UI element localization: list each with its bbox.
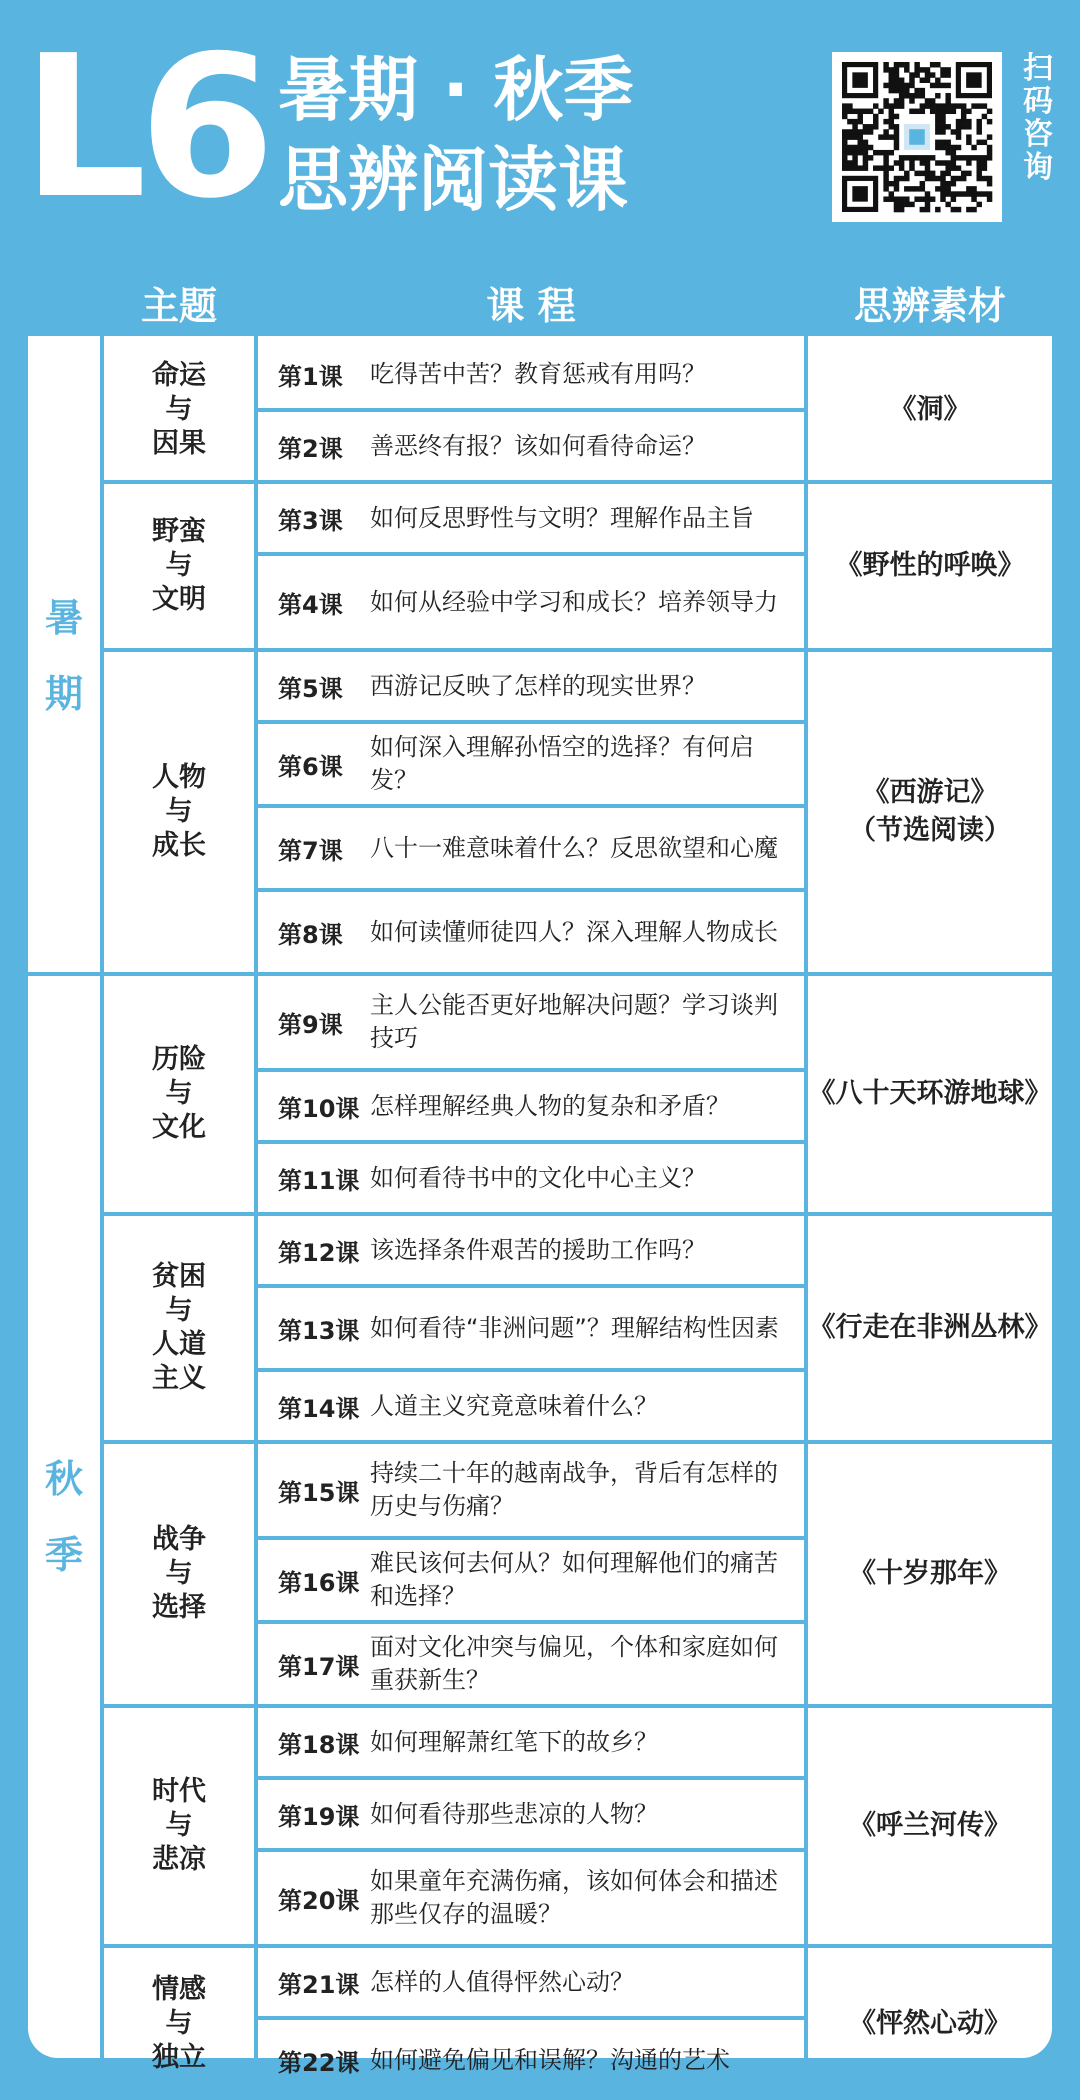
lesson-row xyxy=(258,808,804,888)
lesson-title: 如果童年充满伤痛，该如何体会和描述那些仅存的温暖？ xyxy=(370,1867,778,1928)
lesson-number: 第19课 xyxy=(278,1802,360,1831)
lesson-title: 吃得苦中苦？教育惩戒有用吗？ xyxy=(370,359,706,388)
lesson-number: 第13课 xyxy=(278,1316,360,1345)
lesson-number: 第5课 xyxy=(278,674,343,703)
header-corner xyxy=(28,268,100,336)
title-line-2: 思辨阅读课 xyxy=(278,139,628,221)
material-cell: 《洞》 xyxy=(889,394,971,425)
theme-cell: 野蛮 与 文明 xyxy=(152,516,206,615)
lesson-title: 如何看待“非洲问题”？理解结构性因素 xyxy=(370,1313,779,1342)
lesson-title: 如何看待那些悲凉的人物？ xyxy=(370,1799,658,1828)
lesson-title: 西游记反映了怎样的现实世界？ xyxy=(370,671,706,700)
lesson-number: 第1课 xyxy=(278,362,343,391)
lesson-number: 第11课 xyxy=(278,1166,360,1195)
material-cell: 《野性的呼唤》 xyxy=(835,550,1025,581)
season-char: 季 xyxy=(44,1533,83,1577)
season-char: 暑 xyxy=(44,596,83,640)
lesson-title: 面对文化冲突与偏见，个体和家庭如何重获新生？ xyxy=(370,1633,778,1694)
lesson-row xyxy=(258,1780,804,1848)
lesson-row xyxy=(258,340,804,408)
lesson-number: 第10课 xyxy=(278,1094,360,1123)
lesson-row xyxy=(258,1072,804,1140)
lesson-title: 人道主义究竟意味着什么？ xyxy=(370,1391,658,1420)
theme-cell: 命运 与 因果 xyxy=(152,360,206,459)
material-cell: 《八十天环游地球》 xyxy=(808,1078,1052,1109)
theme-cell: 时代 与 悲凉 xyxy=(152,1776,206,1875)
lesson-row xyxy=(258,1540,804,1620)
lesson-row xyxy=(258,1852,804,1944)
lesson-number: 第14课 xyxy=(278,1394,360,1423)
lesson-title: 如何读懂师徒四人？深入理解人物成长 xyxy=(370,917,778,946)
lesson-number: 第6课 xyxy=(278,752,343,781)
lesson-title: 怎样的人值得怦然心动？ xyxy=(370,1967,634,1996)
lesson-row xyxy=(258,1444,804,1536)
lesson-title: 善恶终有报？该如何看待命运？ xyxy=(370,431,706,460)
lesson-row xyxy=(258,652,804,720)
lesson-row xyxy=(258,484,804,552)
material-cell: 《十岁那年》 xyxy=(849,1558,1011,1589)
lesson-title: 怎样理解经典人物的复杂和矛盾？ xyxy=(370,1091,730,1120)
theme-cell: 人物 与 成长 xyxy=(152,762,206,861)
level-logo: L6 xyxy=(22,14,268,242)
material-cell: 《呼兰河传》 xyxy=(849,1810,1011,1841)
lesson-title: 如何从经验中学习和成长？培养领导力 xyxy=(370,587,778,616)
lesson-title: 主人公能否更好地解决问题？学习谈判技巧 xyxy=(370,991,778,1052)
lesson-row xyxy=(258,556,804,648)
lesson-number: 第12课 xyxy=(278,1238,360,1267)
lesson-title: 八十一难意味着什么？反思欲望和心魔 xyxy=(370,833,778,862)
lesson-row xyxy=(258,1144,804,1212)
lesson-row xyxy=(258,1372,804,1440)
lesson-title: 如何理解萧红笔下的故乡？ xyxy=(370,1727,658,1756)
column-header-theme: 主题 xyxy=(104,268,254,336)
lesson-number: 第7课 xyxy=(278,836,343,865)
column-header-material: 思辨素材 xyxy=(808,268,1052,336)
material-cell: 《行走在非洲丛林》 xyxy=(808,1312,1052,1343)
lesson-row xyxy=(258,1216,804,1284)
season-label xyxy=(28,340,100,972)
qr-code[interactable] xyxy=(832,52,1002,222)
lesson-row xyxy=(258,724,804,804)
lesson-title: 如何反思野性与文明？理解作品主旨 xyxy=(370,503,754,532)
material-cell: 《西游记》 （节选阅读） xyxy=(849,777,1011,846)
theme-cell: 情感 与 独立 xyxy=(152,1974,206,2073)
lesson-row xyxy=(258,412,804,480)
lesson-title: 如何深入理解孙悟空的选择？有何启发？ xyxy=(370,733,754,794)
lesson-number: 第9课 xyxy=(278,1010,343,1039)
title-line-1: 暑期 · 秋季 xyxy=(278,49,634,131)
season-label xyxy=(28,976,100,2058)
lesson-title: 如何避免偏见和误解？沟通的艺术 xyxy=(370,2045,730,2074)
lesson-number: 第16课 xyxy=(278,1568,360,1597)
theme-cell: 战争 与 选择 xyxy=(152,1524,206,1623)
lesson-title: 难民该何去何从？如何理解他们的痛苦和选择？ xyxy=(370,1549,778,1610)
column-header-course: 课 程 xyxy=(258,268,804,336)
material-cell: 《怦然心动》 xyxy=(849,2008,1011,2039)
lesson-number: 第3课 xyxy=(278,506,343,535)
lesson-row xyxy=(258,1708,804,1776)
lesson-number: 第8课 xyxy=(278,920,343,949)
lesson-number: 第22课 xyxy=(278,2048,360,2077)
qr-code-image xyxy=(832,52,1002,222)
lesson-row xyxy=(258,892,804,972)
lesson-number: 第21课 xyxy=(278,1970,360,1999)
page-header xyxy=(0,0,1080,260)
lesson-title: 该选择条件艰苦的援助工作吗？ xyxy=(370,1235,706,1264)
course-table xyxy=(28,268,1052,2077)
lesson-row xyxy=(258,2020,804,2100)
lesson-number: 第20课 xyxy=(278,1886,360,1915)
lesson-title: 如何看待书中的文化中心主义？ xyxy=(370,1163,706,1192)
season-char: 期 xyxy=(44,672,83,716)
lesson-row xyxy=(258,1624,804,1704)
lesson-title: 持续二十年的越南战争，背后有怎样的历史与伤痛？ xyxy=(370,1459,778,1520)
lesson-row xyxy=(258,1288,804,1368)
lesson-row xyxy=(258,976,804,1068)
scan-consult-label: 扫码咨询 xyxy=(1023,51,1053,185)
theme-cell: 历险 与 文化 xyxy=(152,1044,206,1143)
lesson-number: 第17课 xyxy=(278,1652,360,1681)
lesson-number: 第15课 xyxy=(278,1478,360,1507)
lesson-number: 第18课 xyxy=(278,1730,360,1759)
lesson-number: 第2课 xyxy=(278,434,343,463)
lesson-number: 第4课 xyxy=(278,590,343,619)
season-char: 秋 xyxy=(44,1457,83,1501)
lesson-row xyxy=(258,1948,804,2016)
theme-cell: 贫困 与 人道 主义 xyxy=(152,1261,206,1394)
